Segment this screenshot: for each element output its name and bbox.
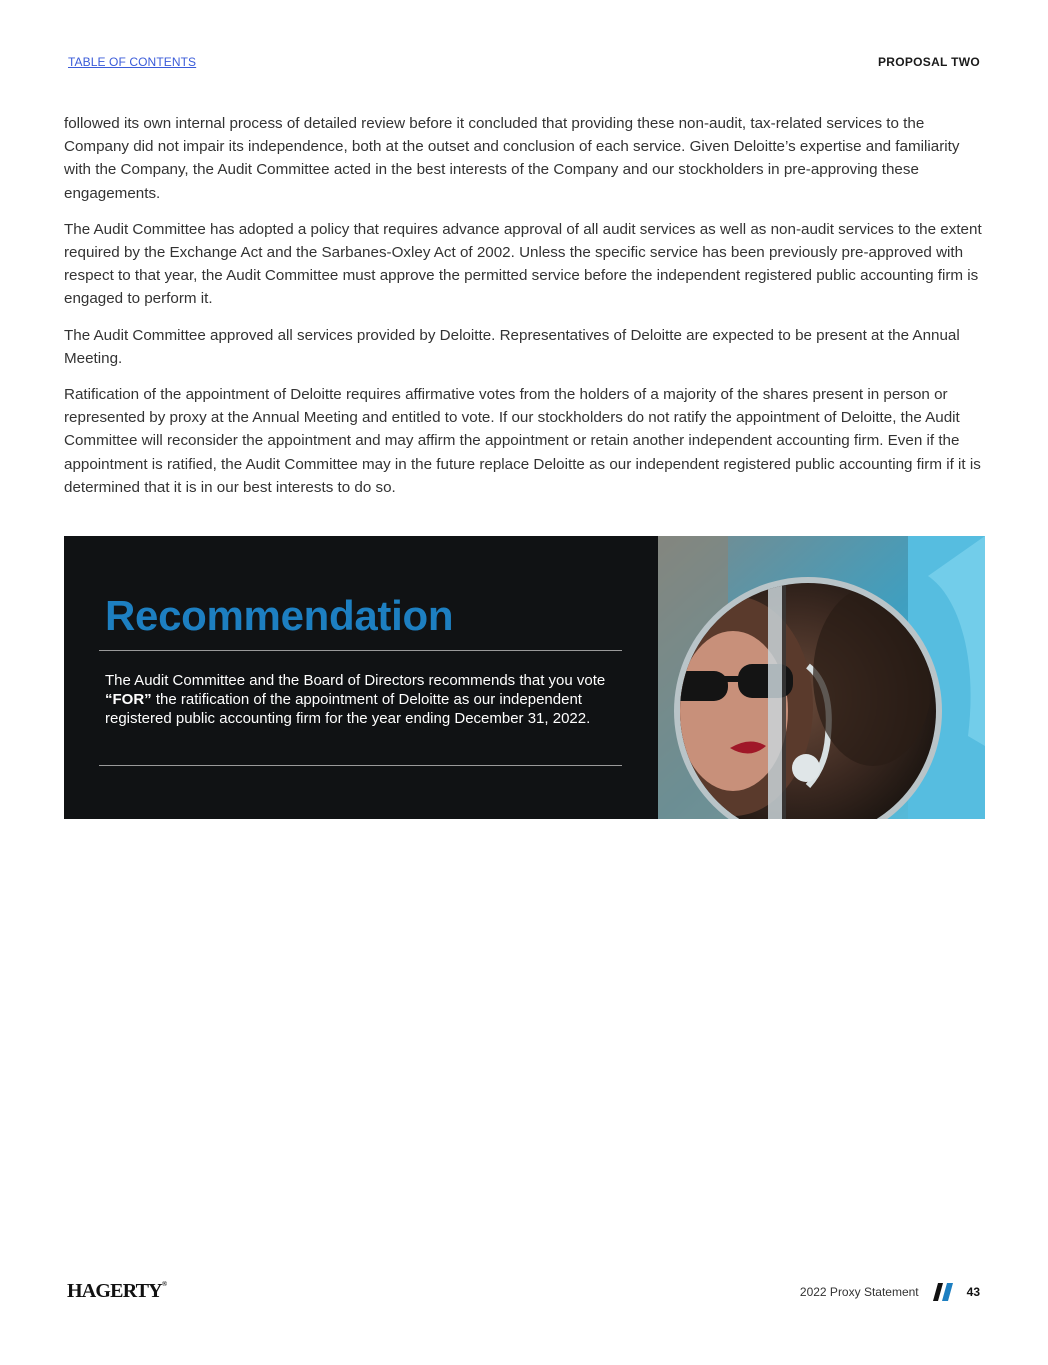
section-label: PROPOSAL TWO	[877, 55, 980, 69]
logo-text: HAGERTY	[67, 1280, 162, 1302]
recommendation-text-after: the ratification of the appointment of Deloitte as our independent registered public accounting firm for the year ending December 31, 2022.	[105, 691, 591, 727]
paragraph-1: followed its own internal process of detailed review before it concluded that providing these non-audit, tax-related services to the Company did not impair its independence, both at the outset and conclusion of each service. Given Deloitte’s expertise and familiarity with the Company, the Audit Committee acted in the best interests of the Company and our stockholders in pre-approving these engagements.	[64, 115, 960, 202]
table-of-contents-link[interactable]: TABLE OF CONTENTS	[68, 55, 197, 69]
paragraph-3: The Audit Committee approved all services provided by Deloitte. Representatives of Deloitte are expected to be present at the Annual Meeting.	[64, 326, 960, 367]
recommendation-top-rule	[99, 650, 622, 651]
paragraph-4: Ratification of the appointment of Deloitte requires affirmative votes from the holders of a majority of the shares present in person or represented by proxy at the Annual Meeting and entitled to vote. If our stockholders do not ratify the appointment of Deloitte, the Audit Committee will reconsider the appointment and may affirm the appointment or retain another independent accounting firm. Even if the appointment is ratified, the Audit Committee may in the future replace Deloitte as our independent registered public accounting firm if it is determined that it is in our best interests to do so.	[64, 386, 981, 496]
recommendation-text	[105, 671, 615, 728]
recommendation-emphasis: “FOR”	[105, 691, 152, 708]
double-slash-icon	[933, 1283, 953, 1301]
document-title: 2022 Proxy Statement	[799, 1285, 919, 1299]
footer-right	[800, 1282, 980, 1302]
recommendation-title: Recommendation	[105, 592, 454, 639]
hagerty-logo	[67, 1280, 167, 1303]
recommendation-text-before: The Audit Committee and the Board of Directors recommends that you vote	[105, 672, 606, 689]
mirror-reflection-photo	[658, 536, 985, 819]
recommendation-box	[64, 536, 985, 819]
paragraph-2: The Audit Committee has adopted a policy that requires advance approval of all audit services as well as non-audit services to the extent required by the Exchange Act and the Sarbanes-Oxley Act of 2002. Unless the specific service has been previously pre-approved with respect to that year, the Audit Committee must approve the permitted service before the independent registered public accounting firm is engaged to perform it.	[64, 220, 982, 308]
page-number: 43	[966, 1285, 980, 1299]
recommendation-bottom-rule	[99, 765, 622, 766]
logo-registered-mark: ®	[161, 1280, 168, 1288]
body-text	[64, 112, 986, 512]
